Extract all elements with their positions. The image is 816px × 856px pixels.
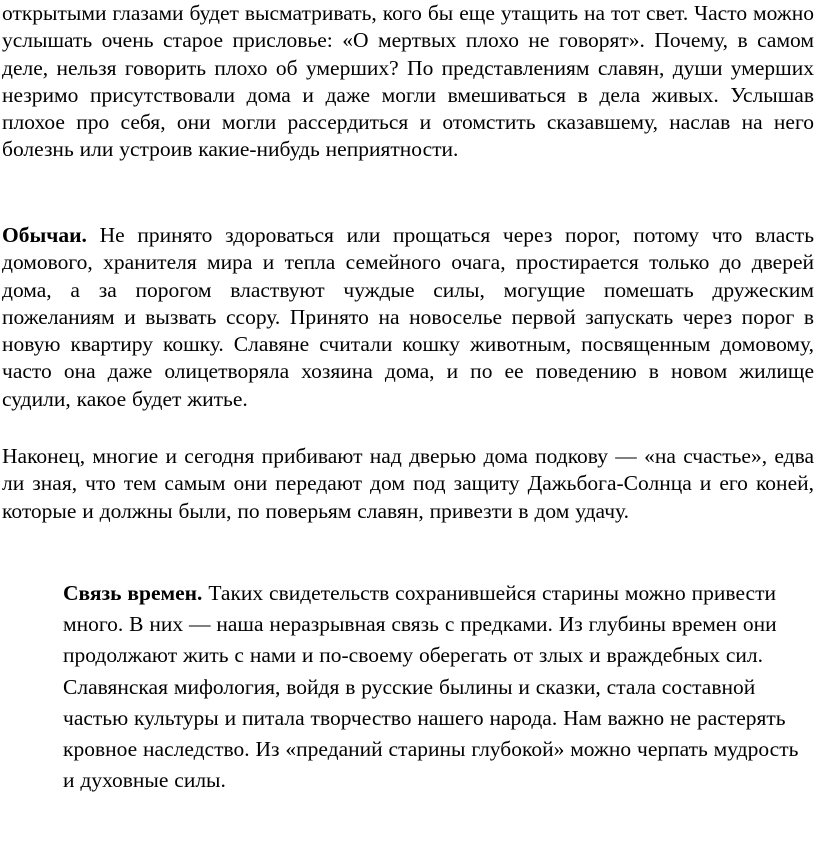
paragraph-afterlife-beliefs xyxy=(2,0,814,164)
paragraph-text: Не принято здороваться или прощаться через порог, потому что власть домового, хранителя мира и тепла семейного очага, простирается только до дверей дома, а за порогом властвуют чуждые силы, могущие помешать дружеским пожеланиям и вызвать ссору. Принято на новоселье первой запускать через порог в новую квартиру кошку. Славяне считали кошку животным, посвященным домовому, часто она даже олицетворяла хозяина дома, и по ее поведению в новом жилище судили, какое будет житье. xyxy=(2,223,814,411)
paragraph-text: Наконец, многие и сегодня прибивают над дверью дома подкову — «на счастье», едва ли зная, что тем самым они передают дом под защиту Дажьбога-Солнца и его коней, которые и должны были, по поверьям славян, привезти в дом удачу. xyxy=(2,444,814,523)
section-heading-connection-of-times: Связь времен. xyxy=(63,581,203,605)
paragraph-text: Таких свидетельств сохранившейся старины можно привести много. В них — наша неразрывная связь с предками. Из глубины времен они продолжают жить с нами и по-своему оберегать от злых и враждебных сил. Славянская мифология, войдя в русские былины и сказки, стала составной частью культуры и питала творчество нашего народа. Нам важно не растерять кровное наследство. Из «преданий старины глубокой» можно черпать мудрость и духовные силы. xyxy=(63,581,799,793)
section-heading-customs: Обычаи. xyxy=(2,223,87,247)
paragraph-text: открытыми глазами будет высматривать, кого бы еще утащить на тот свет. Часто можно услышать очень старое присловье: «О мертвых плохо не говорят». Почему, в самом деле, нельзя говорить плохо об умерших? По представлениям славян, души умерших незримо присутствовали дома и даже могли вмешиваться в дела живых. Услышав плохое про себя, они могли рассердиться и отомстить сказавшему, наслав на него болезнь или устроив какие-нибудь неприятности. xyxy=(2,1,814,162)
paragraph-horseshoe xyxy=(2,443,814,525)
paragraph-customs xyxy=(2,222,814,413)
paragraph-connection-of-times xyxy=(63,578,811,796)
